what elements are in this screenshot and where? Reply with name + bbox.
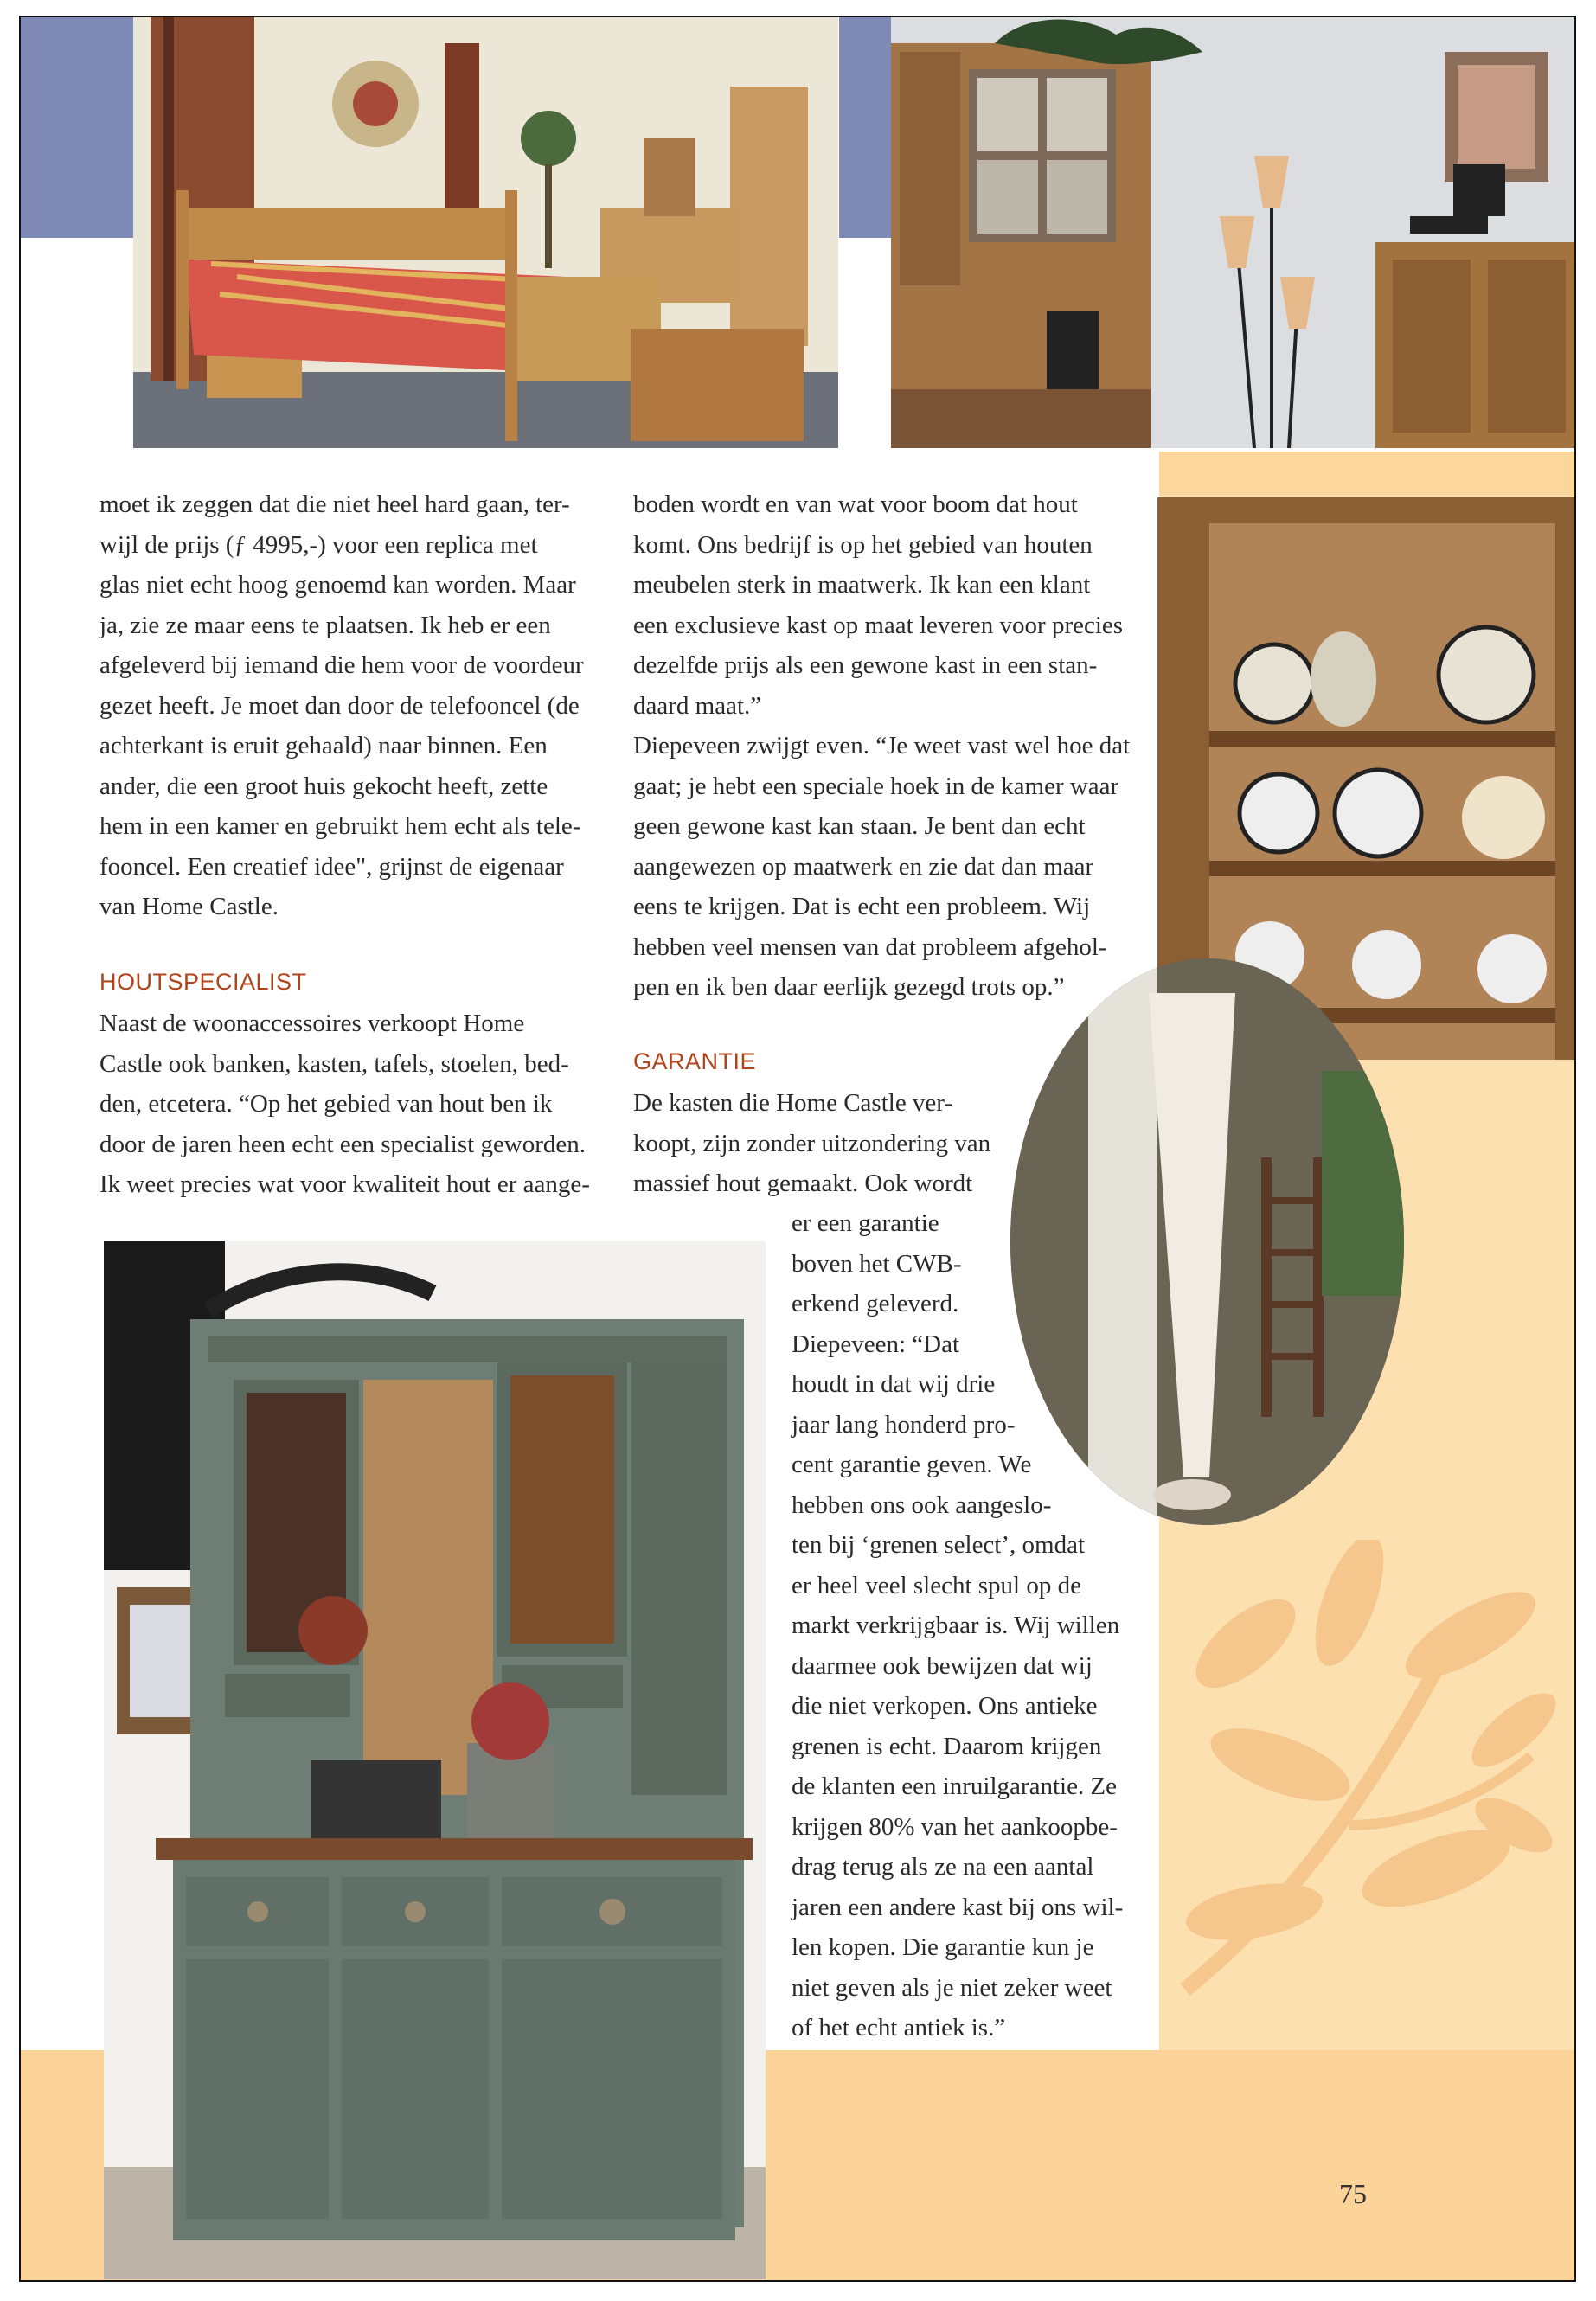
column-2-paragraph-2 (633, 1083, 1118, 1204)
text-line: cent garantie geven. We (792, 1451, 1032, 1478)
text-line: er een garantie (792, 1209, 939, 1237)
cabinet-and-lamps-photo (891, 17, 1574, 448)
text-line: of het echt antiek is.” (792, 2014, 1006, 2041)
text-line: daard maat.” (633, 691, 762, 720)
column-1-paragraph-1 (99, 484, 584, 927)
text-line: wijl de prijs (ƒ 4995,-) voor een replica met (99, 530, 538, 559)
text-line: een exclusieve kast op maat leveren voor precies (633, 611, 1124, 639)
text-line: er heel veel slecht spul op de (792, 1571, 1081, 1599)
text-line: markt verkrijgbaar is. Wij willen (792, 1612, 1120, 1639)
column-2-text (633, 484, 1152, 1008)
text-line: pen en ik ben daar eerlijk gezegd trots op.” (633, 973, 1065, 1001)
column-2-paragraph-1 (633, 484, 1152, 1008)
text-line: de klanten een inruilgarantie. Ze (792, 1772, 1118, 1800)
text-line: boden wordt en van wat voor boom dat hout (633, 490, 1078, 518)
green-dresser-drawing (104, 1241, 766, 2279)
column-2-paragraph-3 (792, 1203, 1155, 2048)
cabinet-and-lamps-drawing (891, 17, 1574, 448)
text-line: Castle ook banken, kasten, tafels, stoelen, bed- (99, 1049, 569, 1078)
frame-top-edge (19, 16, 1576, 17)
text-line: De kasten die Home Castle ver- (633, 1089, 953, 1117)
text-line: len kopen. Die garantie kun je (792, 1933, 1094, 1961)
bedroom-photo-drawing (133, 17, 838, 448)
text-line: van Home Castle. (99, 893, 279, 920)
heading-garantie: GARANTIE (633, 1048, 757, 1074)
text-line: gezet heeft. Je moet dan door de telefooncel (de (99, 691, 580, 720)
text-line: jaren een andere kast bij ons wil- (792, 1893, 1124, 1921)
text-line: ander, die een groot huis gekocht heeft, zette (99, 772, 548, 800)
text-line: hebben ons ook aangeslo- (792, 1490, 1052, 1519)
frame-bottom-edge (19, 2280, 1576, 2282)
frame-right-edge (1574, 16, 1576, 2282)
text-line: den, etcetera. “Op het gebied van hout ben ik (99, 1090, 553, 1118)
text-line: niet geven als je niet zeker weet (792, 1973, 1112, 2002)
green-dresser-photo (104, 1241, 766, 2279)
text-line: eens te krijgen. Dat is echt een probleem. Wij (633, 893, 1091, 920)
column-1-paragraph-2 (99, 1003, 590, 1205)
peach-strip-top (1159, 452, 1574, 495)
text-line: die niet verkopen. Ons antieke (792, 1692, 1098, 1720)
text-line: achterkant is eruit gehaald) naar binnen. Een (99, 732, 548, 760)
text-line: ja, zie ze maar eens te plaatsen. Ik heb er een (99, 611, 551, 639)
text-line: hebben veel mensen van dat probleem afgehol- (633, 933, 1107, 961)
page-number: 75 (1339, 2178, 1367, 2209)
text-line: houdt in dat wij drie (792, 1370, 996, 1398)
column-2-text-3 (792, 1203, 1155, 2048)
blue-band-left (21, 17, 133, 238)
text-line: meubelen sterk in maatwerk. Ik kan een klant (633, 571, 1091, 599)
text-line: afgeleverd bij iemand die hem voor de voordeur (99, 651, 584, 679)
text-line: grenen is echt. Daarom krijgen (792, 1732, 1102, 1760)
text-line: Naast de woonaccessoires verkoopt Home (99, 1009, 525, 1037)
text-line: boven het CWB- (792, 1249, 962, 1278)
text-line: door de jaren heen echt een specialist geworden. (99, 1130, 586, 1158)
text-line: glas niet echt hoog genoemd kan worden. Maar (99, 571, 576, 599)
text-line: Diepeveen zwijgt even. “Je weet vast wel hoe dat (633, 732, 1131, 760)
text-line: Diepeveen: “Dat (792, 1330, 960, 1358)
blue-band-middle (839, 17, 891, 238)
text-line: fooncel. Een creatief idee", grijnst de eigenaar (99, 852, 564, 881)
frame-left-edge (19, 16, 21, 2282)
leaf-branch-decoration (1151, 1540, 1574, 2024)
text-line: hem in een kamer en gebruikt hem echt als tele- (99, 812, 581, 840)
text-line: gaat; je hebt een speciale hoek in de kamer waar (633, 772, 1119, 800)
text-line: dezelfde prijs als een gewone kast in een stan- (633, 651, 1098, 679)
text-line: moet ik zeggen dat die niet heel hard gaan, ter- (99, 490, 570, 518)
text-line: ten bij ‘grenen select’, omdat (792, 1531, 1086, 1559)
text-line: Ik weet precies wat voor kwaliteit hout er aange- (99, 1170, 590, 1198)
text-line: aangewezen op maatwerk en zie dat dan maar (633, 852, 1094, 881)
heading-houtspecialist: HOUTSPECIALIST (99, 969, 307, 995)
column-2-text-2 (633, 1083, 1118, 1204)
text-line: komt. Ons bedrijf is op het gebied van houten (633, 530, 1093, 559)
column-1-text-2 (99, 1003, 590, 1205)
column-1-text (99, 484, 584, 927)
text-line: geen gewone kast kan staan. Je bent dan echt (633, 812, 1086, 840)
text-line: jaar lang honderd pro- (792, 1410, 1016, 1439)
text-line: erkend geleverd. (792, 1290, 959, 1317)
text-line: daarmee ook bewijzen dat wij (792, 1651, 1093, 1680)
text-line: krijgen 80% van het aankoopbe- (792, 1812, 1118, 1841)
text-line: drag terug als ze na een aantal (792, 1853, 1094, 1881)
bedroom-photo (133, 17, 838, 448)
text-line: massief hout gemaakt. Ook wordt (633, 1170, 973, 1197)
text-line: koopt, zijn zonder uitzondering van (633, 1129, 991, 1157)
